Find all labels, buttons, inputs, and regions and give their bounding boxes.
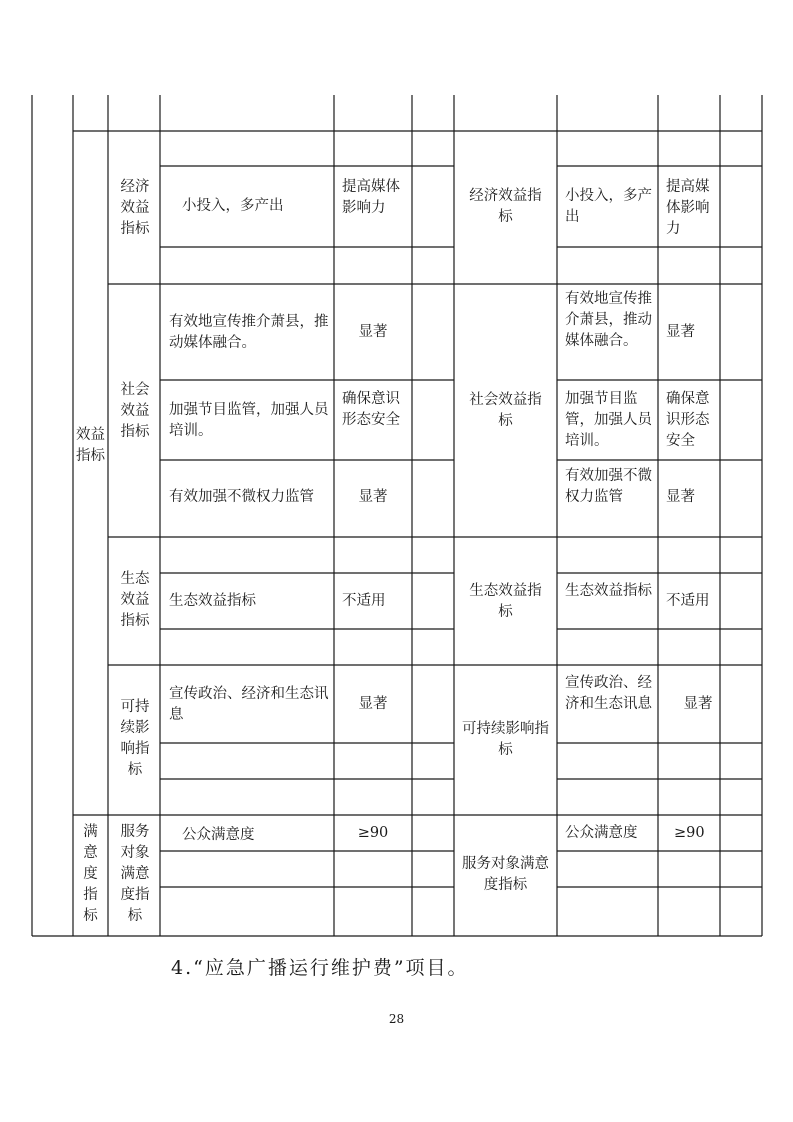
indicator-sustainable: 宣传政治、经济和生态讯息 xyxy=(169,686,329,723)
right-indicator-sustainable: 宣传政治、经济和生态讯息 xyxy=(565,675,652,712)
right-value-ecology: 不适用 xyxy=(666,593,710,609)
right-level2-social-label: 社会效益指标 xyxy=(469,392,542,429)
level2-sustainable-label: 可持续影响指标 xyxy=(120,699,150,778)
right-value-public-satisfaction: ≥90 xyxy=(674,825,705,841)
value-ecology: 不适用 xyxy=(342,593,386,609)
right-level2-ecology-label: 生态效益指标 xyxy=(469,583,542,620)
level2-economic-label: 经济效益指标 xyxy=(120,179,150,237)
level2-service-satisfaction-label: 服务对象满意度指标 xyxy=(120,824,150,924)
level1-benefit-label: 效益指标 xyxy=(76,427,105,464)
right-level2-service-satisfaction-label: 服务对象满意度指标 xyxy=(462,856,549,893)
value-sustainable: 显著 xyxy=(358,696,388,712)
value-social-3: 显著 xyxy=(358,489,388,505)
section-caption: 4.“应急广播运行维护费”项目。 xyxy=(171,957,469,979)
right-level2-sustainable-label: 可持续影响指标 xyxy=(462,721,549,758)
right-value-social-3: 显著 xyxy=(666,489,695,505)
indicator-social-2: 加强节目监管，加强人员培训。 xyxy=(169,402,329,439)
level2-social-label: 社会效益指标 xyxy=(120,382,150,440)
right-level2-economic-label: 经济效益指标 xyxy=(469,188,542,225)
value-public-satisfaction: ≥90 xyxy=(357,825,389,841)
indicator-social-3: 有效加强不微权力监管 xyxy=(169,489,314,505)
right-value-social-1: 显著 xyxy=(666,324,695,340)
right-value-economic: 提高媒体影响力 xyxy=(666,179,710,237)
level1-satisfaction-label: 满意度指标 xyxy=(83,824,98,924)
right-indicator-economic: 小投入，多产出 xyxy=(565,188,652,225)
value-social-2: 确保意识形态安全 xyxy=(342,391,400,428)
indicator-ecology: 生态效益指标 xyxy=(169,593,256,609)
right-value-sustainable: 显著 xyxy=(683,696,713,712)
page-number: 28 xyxy=(388,1012,405,1026)
right-indicator-social-2: 加强节目监管，加强人员培训。 xyxy=(565,391,652,449)
value-economic: 提高媒体影响力 xyxy=(342,179,400,216)
level2-ecology-label: 生态效益指标 xyxy=(120,571,150,629)
right-indicator-ecology: 生态效益指标 xyxy=(565,583,652,599)
right-indicator-social-1: 有效地宣传推介萧县，推动媒体融合。 xyxy=(565,291,652,349)
indicator-social-1: 有效地宣传推介萧县，推动媒体融合。 xyxy=(169,314,329,351)
indicator-public-satisfaction: 公众满意度 xyxy=(182,827,255,843)
right-value-social-2: 确保意识形态安全 xyxy=(666,391,710,449)
right-indicator-social-3: 有效加强不微权力监管 xyxy=(565,468,652,505)
value-social-1: 显著 xyxy=(358,324,388,340)
indicator-economic: 小投入，多产出 xyxy=(182,198,284,214)
right-indicator-public-satisfaction: 公众满意度 xyxy=(565,825,638,841)
